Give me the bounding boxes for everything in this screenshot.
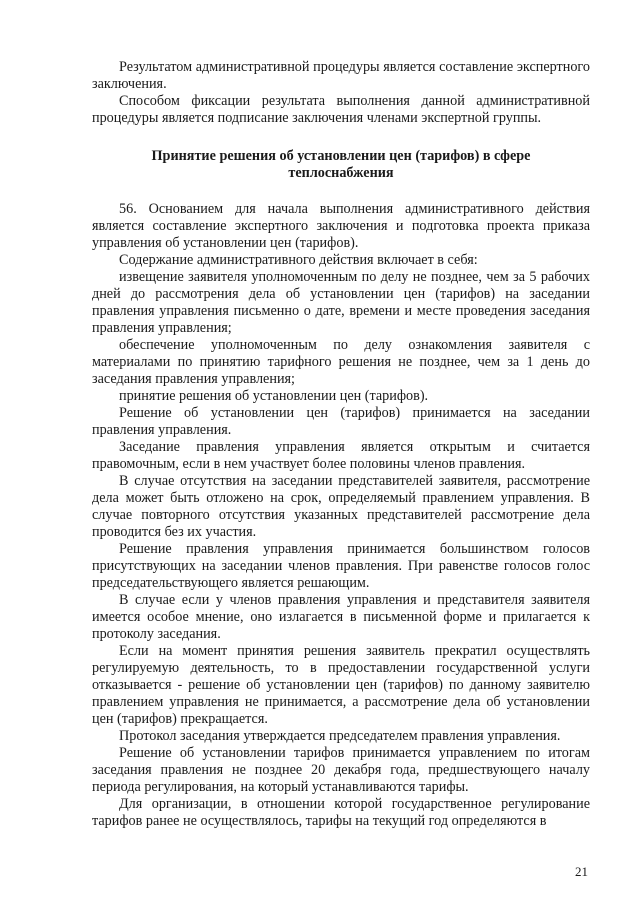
- list-item: извещение заявителя уполномоченным по делу не позднее, чем за 5 рабочих дней до рассмотрения дела об установлении цен (тарифов) на заседании правления управления письменно о дате, времени и месте проведения заседания правления управления;: [92, 269, 590, 336]
- paragraph: 56. Основанием для начала выполнения административного действия является составление экспертного заключения и подготовка проекта приказа управления об установлении цен (тарифов).: [92, 201, 590, 251]
- paragraph: Решение об установлении тарифов принимается управлением по итогам заседания правления не позднее 20 декабря года, предшествующего началу периода регулирования, на который устанавливаются тарифы.: [92, 745, 590, 795]
- paragraph: Результатом административной процедуры является составление экспертного заключения.: [92, 59, 590, 92]
- paragraph: Для организации, в отношении которой государственное регулирование тарифов ранее не осуществлялось, тарифы на текущий год определяются в: [92, 796, 590, 829]
- paragraph: В случае отсутствия на заседании представителей заявителя, рассмотрение дела может быть отложено на срок, определяемый правлением управления. В случае повторного отсутствия указанных представителей рассмотрение дела проводится без их участия.: [92, 473, 590, 540]
- section-heading: Принятие решения об установлении цен (тарифов) в сфере теплоснабжения: [151, 148, 531, 181]
- list-item: обеспечение уполномоченным по делу ознакомления заявителя с материалами по принятию тарифного решения не позднее, чем за 1 день до заседания правления управления;: [92, 337, 590, 387]
- paragraph: Решение правления управления принимается большинством голосов присутствующих на заседании членов правления. При равенстве голосов голос председательствующего является решающим.: [92, 541, 590, 591]
- page-number: 21: [575, 864, 588, 879]
- paragraph: Решение об установлении цен (тарифов) принимается на заседании правления управления.: [92, 405, 590, 438]
- paragraph: Способом фиксации результата выполнения данной административной процедуры является подписание заключения членами экспертной группы.: [92, 93, 590, 126]
- paragraph: Протокол заседания утверждается председателем правления управления.: [119, 728, 561, 744]
- paragraph: Заседание правления управления является открытым и считается правомочным, если в нем участвует более половины членов правления.: [92, 439, 590, 472]
- paragraph: Если на момент принятия решения заявитель прекратил осуществлять регулируемую деятельность, то в предоставлении государственной услуги отказывается - решение об установлении цен (тарифов) по данному заявителю правлением управления не принимается, а рассмотрение дела об установлении цен (тарифов) прекращается.: [92, 643, 590, 727]
- paragraph: В случае если у членов правления управления и представителя заявителя имеется особое мнение, оно излагается в письменной форме и прилагается к протоколу заседания.: [92, 592, 590, 642]
- paragraph: Содержание административного действия включает в себя:: [119, 252, 478, 268]
- list-item: принятие решения об установлении цен (тарифов).: [119, 388, 429, 404]
